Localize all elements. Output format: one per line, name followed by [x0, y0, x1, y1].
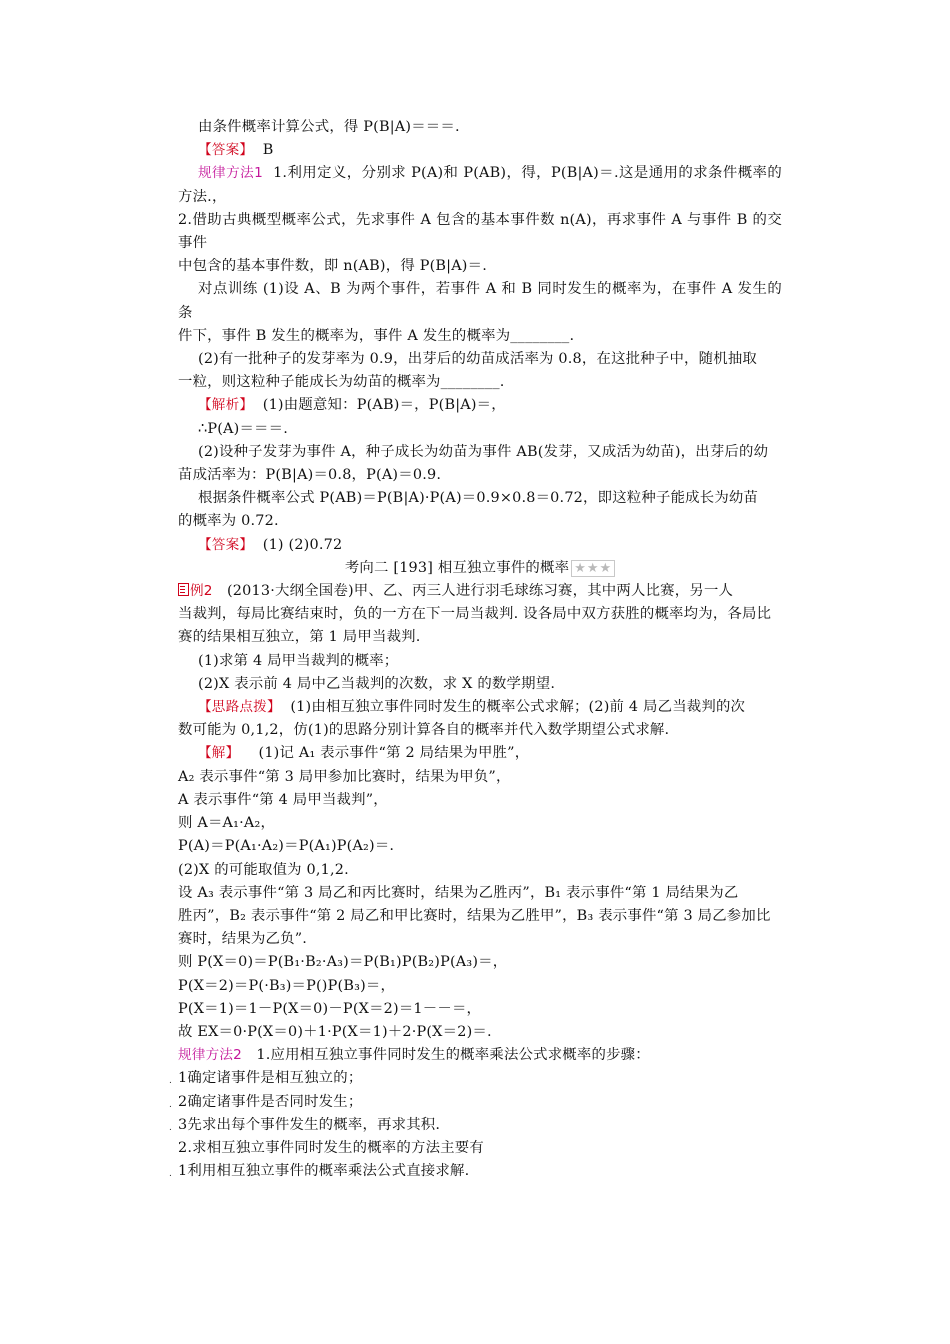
example-tag: [178, 580, 213, 603]
text: 的概率为 0.72.: [178, 513, 279, 530]
step-dot-icon: .: [169, 1076, 173, 1087]
text: P(A)＝P(A₁·A₂)＝P(A₁)P(A₂)＝.: [178, 838, 395, 855]
document-content: [169, 116, 782, 1183]
text-line: [178, 673, 782, 696]
text: 当裁判，每局比赛结束时，负的一方在下一局当裁判. 设各局中双方获胜的概率均为，各局比: [178, 606, 772, 623]
answer-line: [178, 534, 782, 557]
text: 由条件概率计算公式，得 P(B|A)＝＝＝.: [198, 119, 460, 135]
step-dot-icon: .: [169, 1099, 173, 1110]
rule-tag: 规律方法2: [178, 1047, 243, 1064]
text: 件下，事件 B 发生的概率为，事件 A 发生的概率为________.: [178, 327, 575, 344]
text-line: [178, 441, 782, 464]
step-line: [169, 1067, 782, 1090]
text-line: [178, 209, 782, 255]
section-heading: [178, 557, 782, 580]
text: (1)由相互独立事件同时发生的概率公式求解；(2)前 4 局乙当裁判的次: [290, 699, 746, 716]
text-line: [178, 348, 782, 371]
text: P(X＝2)＝P(·B₃)＝P()P(B₃)＝，: [178, 977, 396, 994]
step-line: [169, 1091, 782, 1114]
text-line: [178, 975, 782, 998]
text: 1.应用相互独立事件同时发生的概率乘法公式求概率的步骤：: [256, 1047, 650, 1064]
rule-tag: 规律方法1: [198, 165, 264, 182]
text: 设 A₃ 表示事件“第 3 局乙和丙比赛时，结果为乙胜丙”，B₁ 表示事件“第 1 局结果为乙: [178, 884, 739, 901]
text-line: [178, 418, 782, 441]
answer-value: B: [262, 142, 274, 159]
text-line: [178, 951, 782, 974]
solution-line: [178, 742, 782, 765]
text: P(X＝1)＝1－P(X＝0)－P(X＝2)＝1－－＝，: [178, 1000, 482, 1017]
text-line: [178, 998, 782, 1021]
step-dot-icon: .: [169, 1169, 173, 1180]
text: (2013·大纲全国卷)甲、乙、丙三人进行羽毛球练习赛，其中两人比赛，另一人: [226, 583, 734, 600]
text: 2.求相互独立事件同时发生的概率的方法主要有: [178, 1139, 484, 1156]
text-line: [178, 859, 782, 882]
text-line: [178, 510, 782, 533]
difficulty-stars-icon: ★★★: [571, 560, 615, 577]
text: 根据条件概率公式 P(AB)＝P(B|A)·P(A)＝0.9×0.8＝0.72，即这粒种子能成长为幼苗: [198, 490, 759, 507]
text: 1利用相互独立事件的概率乘法公式直接求解.: [178, 1163, 470, 1180]
text-line: [178, 905, 782, 928]
step-line: [169, 1160, 782, 1183]
text: (2)X 的可能取值为 0,1,2.: [178, 861, 349, 878]
analysis-line: [178, 394, 782, 417]
answer-line: [178, 139, 782, 162]
text: ∴P(A)＝＝＝.: [198, 420, 289, 437]
step-dot-icon: .: [169, 1122, 173, 1133]
rule-line: [178, 1044, 782, 1067]
solution-tag: 【解】: [198, 745, 240, 762]
text-line: [178, 1137, 782, 1160]
answer-tag: 【答案】: [198, 536, 254, 553]
text: 则 A＝A₁·A₂，: [178, 815, 276, 832]
text: A 表示事件“第 4 局甲当裁判”，: [178, 791, 388, 808]
text-line: [178, 650, 782, 673]
text-line: [178, 325, 782, 348]
text-line: [178, 626, 782, 649]
answer-value: (1) (2)0.72: [262, 536, 343, 553]
text: 2.借助古典概型概率公式，先求事件 A 包含的基本事件数 n(A)，再求事件 A 与事件 B 的交事件: [178, 211, 782, 252]
text-line: [178, 1021, 782, 1044]
text-line: [178, 766, 782, 789]
text: (2)X 表示前 4 局中乙当裁判的次数，求 X 的数学期望.: [198, 675, 556, 692]
text-line: [178, 835, 782, 858]
text: 1确定诸事件是相互独立的；: [178, 1070, 363, 1087]
text: 赛时，结果为乙负”.: [178, 931, 308, 948]
text-line: [178, 464, 782, 487]
text: 对点训练 (1)设 A、B 为两个事件，若事件 A 和 B 同时发生的概率为，在事件 A 发生的条: [178, 281, 782, 321]
text-line: [178, 255, 782, 278]
text: (1)记 A₁ 表示事件“第 2 局结果为甲胜”，: [258, 745, 530, 762]
text: 中包含的基本事件数，即 n(AB)，得 P(B|A)＝.: [178, 258, 487, 275]
text-line: [178, 278, 782, 324]
hint-tag: 【思路点拨】: [198, 699, 281, 716]
text-line: [178, 371, 782, 394]
example-line: [178, 580, 782, 603]
example-label: 例2: [190, 583, 213, 600]
text: 一粒，则这粒种子能成长为幼苗的概率为________.: [178, 374, 505, 391]
hint-line: [178, 696, 782, 719]
answer-tag: 【答案】: [198, 142, 254, 159]
text: (1)由题意知：P(AB)＝，P(B|A)＝，: [262, 397, 506, 414]
step-line: [169, 1114, 782, 1137]
text-line: [178, 928, 782, 951]
text: (1)求第 4 局甲当裁判的概率；: [198, 652, 399, 669]
text: 则 P(X＝0)＝P(B₁·B₂·A₃)＝P(B₁)P(B₂)P(A₃)＝，: [178, 954, 508, 971]
analysis-tag: 【解析】: [198, 397, 254, 414]
text: 胜丙”，B₂ 表示事件“第 2 局乙和甲比赛时，结果为乙胜甲”，B₃ 表示事件“第 3 局乙参加比: [178, 907, 771, 924]
text: 故 EX＝0·P(X＝0)＋1·P(X＝1)＋2·P(X＝2)＝.: [178, 1023, 492, 1040]
text: 1.利用定义，分别求 P(A)和 P(AB)，得，P(B|A)＝.这是通用的求条件概率的方法.，: [178, 165, 782, 205]
rule-line: [178, 162, 782, 208]
text: 赛的结果相互独立，第 1 局甲当裁判.: [178, 629, 421, 646]
text-line: [178, 882, 782, 905]
text-line: [178, 603, 782, 626]
example-doc-icon: [178, 583, 189, 596]
text-line: [178, 719, 782, 742]
text: 3先求出每个事件发生的概率，再求其积.: [178, 1116, 441, 1133]
text: (2)有一批种子的发芽率为 0.9，出芽后的幼苗成活率为 0.8，在这批种子中，随机抽取: [198, 351, 757, 368]
text-line: [178, 487, 782, 510]
text: 苗成活率为：P(B|A)＝0.8，P(A)＝0.9.: [178, 467, 442, 484]
text: (2)设种子发芽为事件 A，种子成长为幼苗为事件 AB(发芽，又成活为幼苗)，出芽后的幼: [198, 443, 769, 460]
text-line: [178, 116, 782, 139]
section-title: 考向二 [193] 相互独立事件的概率: [344, 559, 570, 576]
text: A₂ 表示事件“第 3 局甲参加比赛时，结果为甲负”，: [178, 768, 511, 785]
text: 2确定诸事件是否同时发生；: [178, 1093, 363, 1110]
text-line: [178, 812, 782, 835]
text-line: [178, 789, 782, 812]
text: 数可能为 0,1,2，仿(1)的思路分别计算各自的概率并代入数学期望公式求解.: [178, 722, 670, 739]
